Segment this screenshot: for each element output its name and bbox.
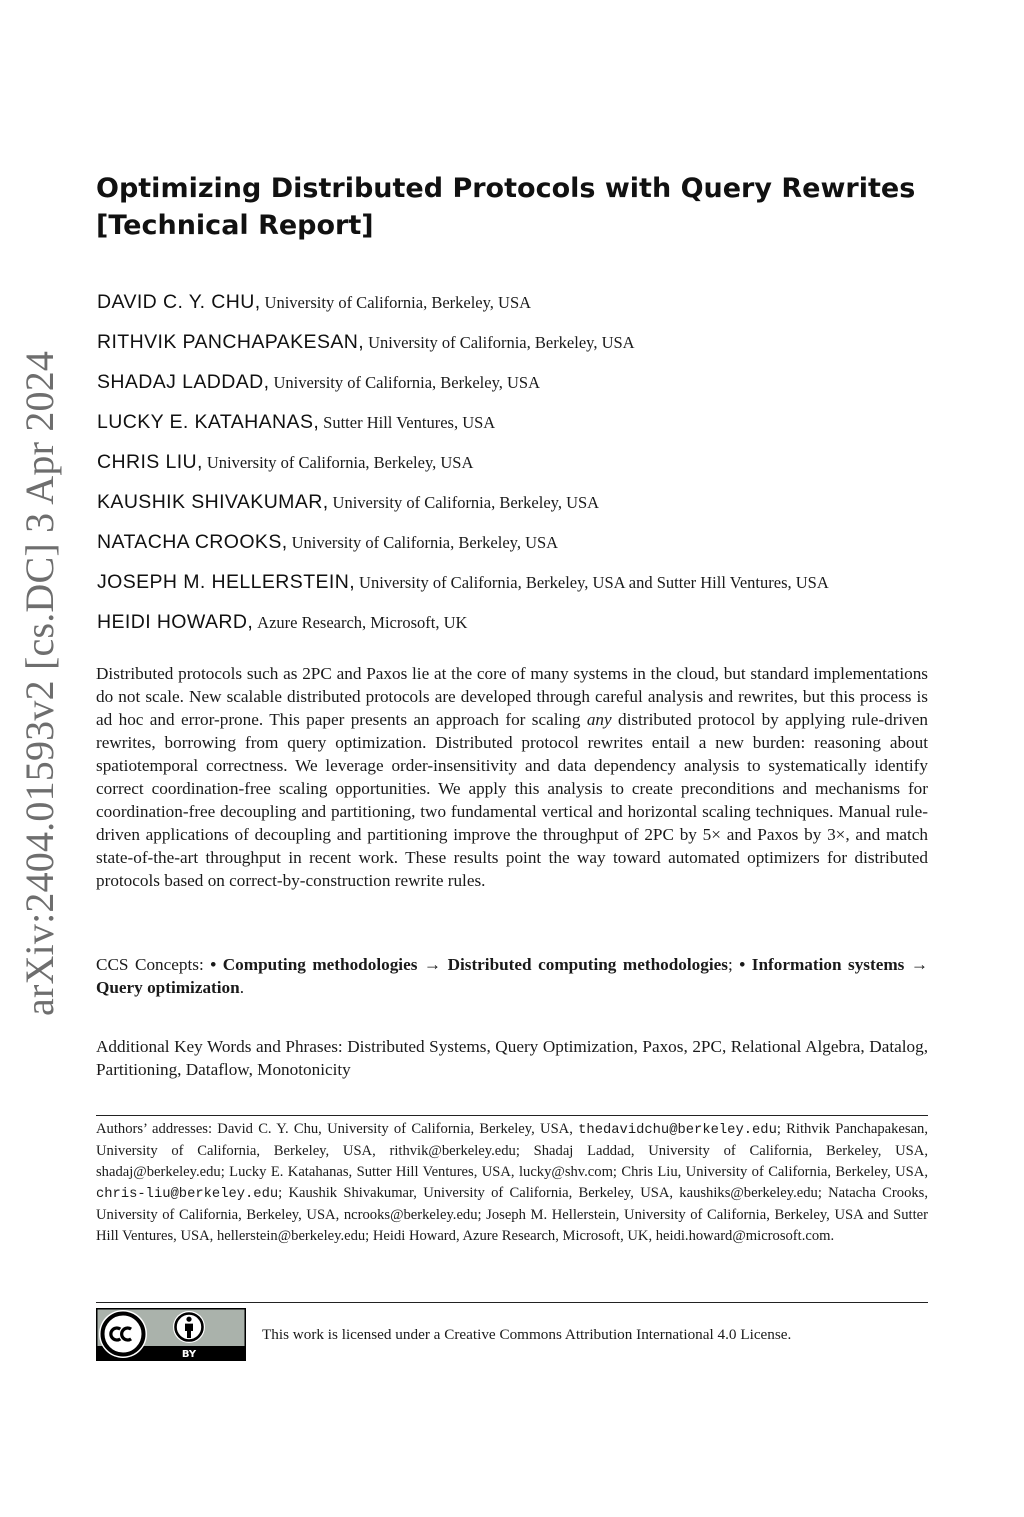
author-affiliation: University of California, Berkeley, USA <box>273 373 541 392</box>
author-name: JOSEPH M. HELLERSTEIN, <box>97 571 356 593</box>
license-text: This work is licensed under a Creative Commons Attribution International 4.0 License. <box>262 1326 792 1343</box>
title-line-1: Optimizing Distributed Protocols with Query Rewrites <box>96 173 916 204</box>
email-address: chris-liu@berkeley.edu <box>96 1187 279 1202</box>
cc-by-badge[interactable] <box>96 1308 246 1361</box>
author-entry <box>97 527 937 567</box>
author-name: NATACHA CROOKS, <box>97 531 288 553</box>
author-affiliation: University of California, Berkeley, USA <box>332 493 600 512</box>
keywords: Additional Key Words and Phrases: Distributed Systems, Query Optimization, Paxos, 2PC, Relational Algebra, Datalog, Partitioning, Dataflow, Monotonicity <box>96 1037 928 1079</box>
license-divider <box>96 1302 928 1303</box>
abstract <box>96 662 928 892</box>
addresses-text: ; Rithvik Panchapakesan, University of California, Berkeley, USA, rithvik@berkeley.edu; Shadaj Laddad, University of California, Berkeley, USA, shadaj@berkeley.edu; Lucky E. Katahanas, Sutter Hill Ventures, USA, lucky@shv.com; Chris Liu, University of California, Berkeley, USA, <box>96 1121 928 1180</box>
author-name: SHADAJ LADDAD, <box>97 371 270 393</box>
author-entry <box>97 367 937 407</box>
author-entry <box>97 327 937 367</box>
ccs-end: . <box>239 978 244 997</box>
author-name: RITHVIK PANCHAPAKESAN, <box>97 331 365 353</box>
ccs-concepts <box>96 953 928 999</box>
addresses-text: ; Kaushik Shivakumar, University of California, Berkeley, USA, kaushiks@berkeley.edu; Natacha Crooks, University of California, Berkeley, USA, ncrooks@berkeley.edu; Joseph M. Hellerstein, University of California, Berkeley, USA and Sutter Hill Ventures, USA, hellerstein@berkeley.edu; Heidi Howard, Azure Research, Microsoft, UK, heidi.howard@microsoft.com. <box>96 1185 928 1244</box>
attribution-person-icon <box>173 1311 205 1343</box>
author-name: HEIDI HOWARD, <box>97 611 254 633</box>
paper-title <box>96 170 936 244</box>
title-line-2: [Technical Report] <box>96 210 374 241</box>
ccs-separator: ; <box>727 955 733 974</box>
email-address: thedavidchu@berkeley.edu <box>578 1123 777 1138</box>
cc-logo-icon <box>99 1310 147 1358</box>
author-affiliation: Azure Research, Microsoft, UK <box>257 613 468 632</box>
ccs-concept: Computing methodologies → Distributed computing methodologies <box>222 955 728 974</box>
author-entry <box>97 447 937 487</box>
author-addresses <box>96 1119 928 1247</box>
author-name: LUCKY E. KATAHANAS, <box>97 411 320 433</box>
ccs-bullet: • <box>739 955 746 974</box>
author-affiliation: University of California, Berkeley, USA <box>206 453 474 472</box>
ccs-bullet: • <box>210 955 217 974</box>
abstract-text: distributed protocol by applying rule-driven rewrites, borrowing from query optimization. Distributed protocol rewrites entail a new burden: reasoning about spatiotemporal correctness. We leverage order-insensitivity and data dependency analysis to systematically identify correct coordination-free scaling opportunities. We apply this analysis to create preconditions and mechanisms for coordination-free decoupling and partitioning, two fundamental vertical and horizontal scaling techniques. Manual rule-driven applications of decoupling and partitioning improve the throughput of 2PC by 5× and Paxos by 3×, and match state-of-the-art throughput in recent work. These results point the way toward automated optimizers for distributed protocols based on correct-by-construction rewrite rules. <box>96 710 929 890</box>
author-entry <box>97 607 937 647</box>
ccs-concept: Information systems → Query optimization <box>96 955 929 997</box>
author-affiliation: Sutter Hill Ventures, USA <box>323 413 496 432</box>
arxiv-identifier: arXiv:2404.01593v2 [cs.DC] 3 Apr 2024 <box>17 350 62 1016</box>
ccs-label: CCS Concepts: <box>96 955 204 974</box>
author-entry <box>97 407 937 447</box>
abstract-text: Distributed protocols such as 2PC and Paxos lie at the core of many systems in the cloud, but standard implementations do not scale. New scalable distributed protocols are developed through careful analysis and rewrites, but this process is ad hoc and error-prone. This paper presents an approach for scaling <box>96 664 928 729</box>
abstract-emphasis: any <box>586 710 612 729</box>
author-name: DAVID C. Y. CHU, <box>97 291 261 313</box>
author-affiliation: University of California, Berkeley, USA <box>368 333 635 352</box>
author-entry <box>97 487 937 527</box>
author-affiliation: University of California, Berkeley, USA <box>264 293 532 312</box>
badge-label: BY <box>181 1349 197 1360</box>
author-list <box>97 287 937 647</box>
author-entry <box>97 567 937 607</box>
author-affiliation: University of California, Berkeley, USA <box>291 533 559 552</box>
footnote-divider <box>96 1115 928 1116</box>
author-name: CHRIS LIU, <box>97 451 203 473</box>
addresses-text: Authors’ addresses: David C. Y. Chu, University of California, Berkeley, USA, <box>96 1121 573 1137</box>
author-affiliation: University of California, Berkeley, USA and Sutter Hill Ventures, USA <box>359 573 829 592</box>
author-name: KAUSHIK SHIVAKUMAR, <box>97 491 329 513</box>
author-entry <box>97 287 937 327</box>
